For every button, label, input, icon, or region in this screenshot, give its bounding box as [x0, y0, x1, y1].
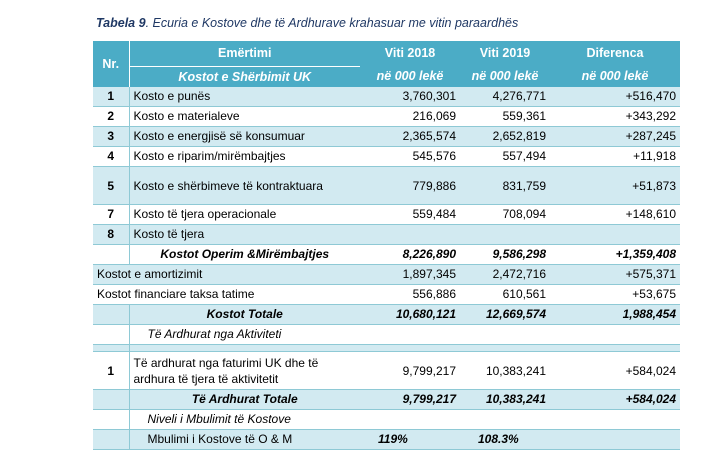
revenue-total-2019: 10,383,241: [460, 390, 550, 410]
row-nr-empty: [93, 390, 129, 410]
total-row: [93, 305, 680, 325]
caption-text: . Ecuria e Kostove dhe të Ardhurave krahasuar me vitin paraardhës: [145, 16, 519, 30]
table-row: [93, 87, 680, 107]
table-row: [93, 167, 680, 205]
row-diff: +148,610: [550, 205, 680, 225]
row-nr: 7: [93, 205, 129, 225]
row-name: Kosto e punës: [129, 87, 360, 107]
row-name: Kosto të tjera: [129, 225, 360, 245]
row-name: Kosto e materialeve: [129, 107, 360, 127]
table-caption: [96, 16, 518, 30]
row-diff: +343,292: [550, 107, 680, 127]
header-nr: Nr.: [93, 41, 129, 87]
subtotal-diff: +1,359,408: [550, 245, 680, 265]
finance-name: Kostot financiare taksa tatime: [93, 285, 360, 305]
revenue-row: [93, 352, 680, 390]
row-nr: 3: [93, 127, 129, 147]
revenue-total-2018: 9,799,217: [360, 390, 460, 410]
row-name: Kosto e shërbimeve të kontraktuara: [129, 167, 360, 205]
table-row: [93, 205, 680, 225]
row-diff: +11,918: [550, 147, 680, 167]
coverage-name: Mbulimi i Kostove të O & M: [129, 430, 360, 450]
row-2018: 779,886: [360, 167, 460, 205]
revenue-2019: 10,383,241: [460, 352, 550, 390]
revenue-total-row: [93, 390, 680, 410]
amort-name: Kostot e amortizimit: [93, 265, 360, 285]
coverage-diff: [550, 430, 680, 450]
row-2019: 708,094: [460, 205, 550, 225]
row-2019: 2,652,819: [460, 127, 550, 147]
row-2018: 2,365,574: [360, 127, 460, 147]
finance-2018: 556,886: [360, 285, 460, 305]
subtotal-2019: 9,586,298: [460, 245, 550, 265]
row-2018: 3,760,301: [360, 87, 460, 107]
row-diff: +516,470: [550, 87, 680, 107]
coverage-2018: 119%: [360, 430, 460, 450]
section-kostot-sherbimit: Kostot e Shërbimit UK: [129, 67, 360, 88]
total-2018: 10,680,121: [360, 305, 460, 325]
row-2019: [460, 225, 550, 245]
row-nr-empty: [93, 245, 129, 265]
row-2019: 4,276,771: [460, 87, 550, 107]
revenue-diff: +584,024: [550, 352, 680, 390]
row-2019: 831,759: [460, 167, 550, 205]
row-nr: 1: [93, 352, 129, 390]
unit-diff: në 000 lekë: [550, 67, 680, 88]
finance-diff: +53,675: [550, 285, 680, 305]
amort-2018: 1,897,345: [360, 265, 460, 285]
revenue-2018: 9,799,217: [360, 352, 460, 390]
revenue-total-diff: +584,024: [550, 390, 680, 410]
row-2019: 557,494: [460, 147, 550, 167]
unit-2018: në 000 lekë: [360, 67, 460, 88]
revenue-name: Të ardhurat nga faturimi UK dhe të ardhura të tjera të aktivitetit: [129, 352, 360, 390]
subtotal-row: [93, 245, 680, 265]
row-nr: 4: [93, 147, 129, 167]
finance-row: [93, 285, 680, 305]
coverage-section-title: Niveli i Mbulimit të Kostove: [129, 410, 360, 430]
coverage-section-row: [93, 410, 680, 430]
row-nr-empty: [93, 305, 129, 325]
row-name: Kosto e energjisë së konsumuar: [129, 127, 360, 147]
row-2018: 545,576: [360, 147, 460, 167]
row-2018: 559,484: [360, 205, 460, 225]
coverage-row: [93, 430, 680, 450]
row-name: Kosto e riparim/mirëmbajtjes: [129, 147, 360, 167]
row-nr: 8: [93, 225, 129, 245]
row-2018: [360, 225, 460, 245]
header-row: [93, 41, 680, 67]
row-nr-empty: [93, 325, 129, 345]
revenue-section-row: [93, 325, 680, 345]
cost-revenue-table: [93, 41, 680, 450]
row-nr: 2: [93, 107, 129, 127]
header-diferenca: Diferenca: [550, 41, 680, 67]
caption-label: Tabela 9: [96, 16, 146, 30]
total-2019: 12,669,574: [460, 305, 550, 325]
row-diff: +51,873: [550, 167, 680, 205]
finance-2019: 610,561: [460, 285, 550, 305]
row-diff: +287,245: [550, 127, 680, 147]
amortization-row: [93, 265, 680, 285]
row-nr-empty: [93, 410, 129, 430]
revenue-section-title: Të Ardhurat nga Aktiviteti: [129, 325, 360, 345]
spacer-row: [93, 345, 680, 352]
subtotal-2018: 8,226,890: [360, 245, 460, 265]
row-name: Kosto të tjera operacionale: [129, 205, 360, 225]
unit-2019: në 000 lekë: [460, 67, 550, 88]
header-units-row: [93, 67, 680, 88]
amort-diff: +575,371: [550, 265, 680, 285]
coverage-2019: 108.3%: [460, 430, 550, 450]
row-2018: 216,069: [360, 107, 460, 127]
table-row: [93, 107, 680, 127]
header-viti-2018: Viti 2018: [360, 41, 460, 67]
total-name: Kostot Totale: [129, 305, 360, 325]
revenue-total-name: Të Ardhurat Totale: [129, 390, 360, 410]
row-diff: [550, 225, 680, 245]
row-nr: 1: [93, 87, 129, 107]
row-nr: 5: [93, 167, 129, 205]
subtotal-name: Kostot Operim &Mirëmbajtjes: [129, 245, 360, 265]
table-row: [93, 127, 680, 147]
header-emertimi: Emërtimi: [129, 41, 360, 67]
total-diff: 1,988,454: [550, 305, 680, 325]
row-nr-empty: [93, 430, 129, 450]
header-viti-2019: Viti 2019: [460, 41, 550, 67]
table-row: [93, 225, 680, 245]
amort-2019: 2,472,716: [460, 265, 550, 285]
row-2019: 559,361: [460, 107, 550, 127]
table-row: [93, 147, 680, 167]
